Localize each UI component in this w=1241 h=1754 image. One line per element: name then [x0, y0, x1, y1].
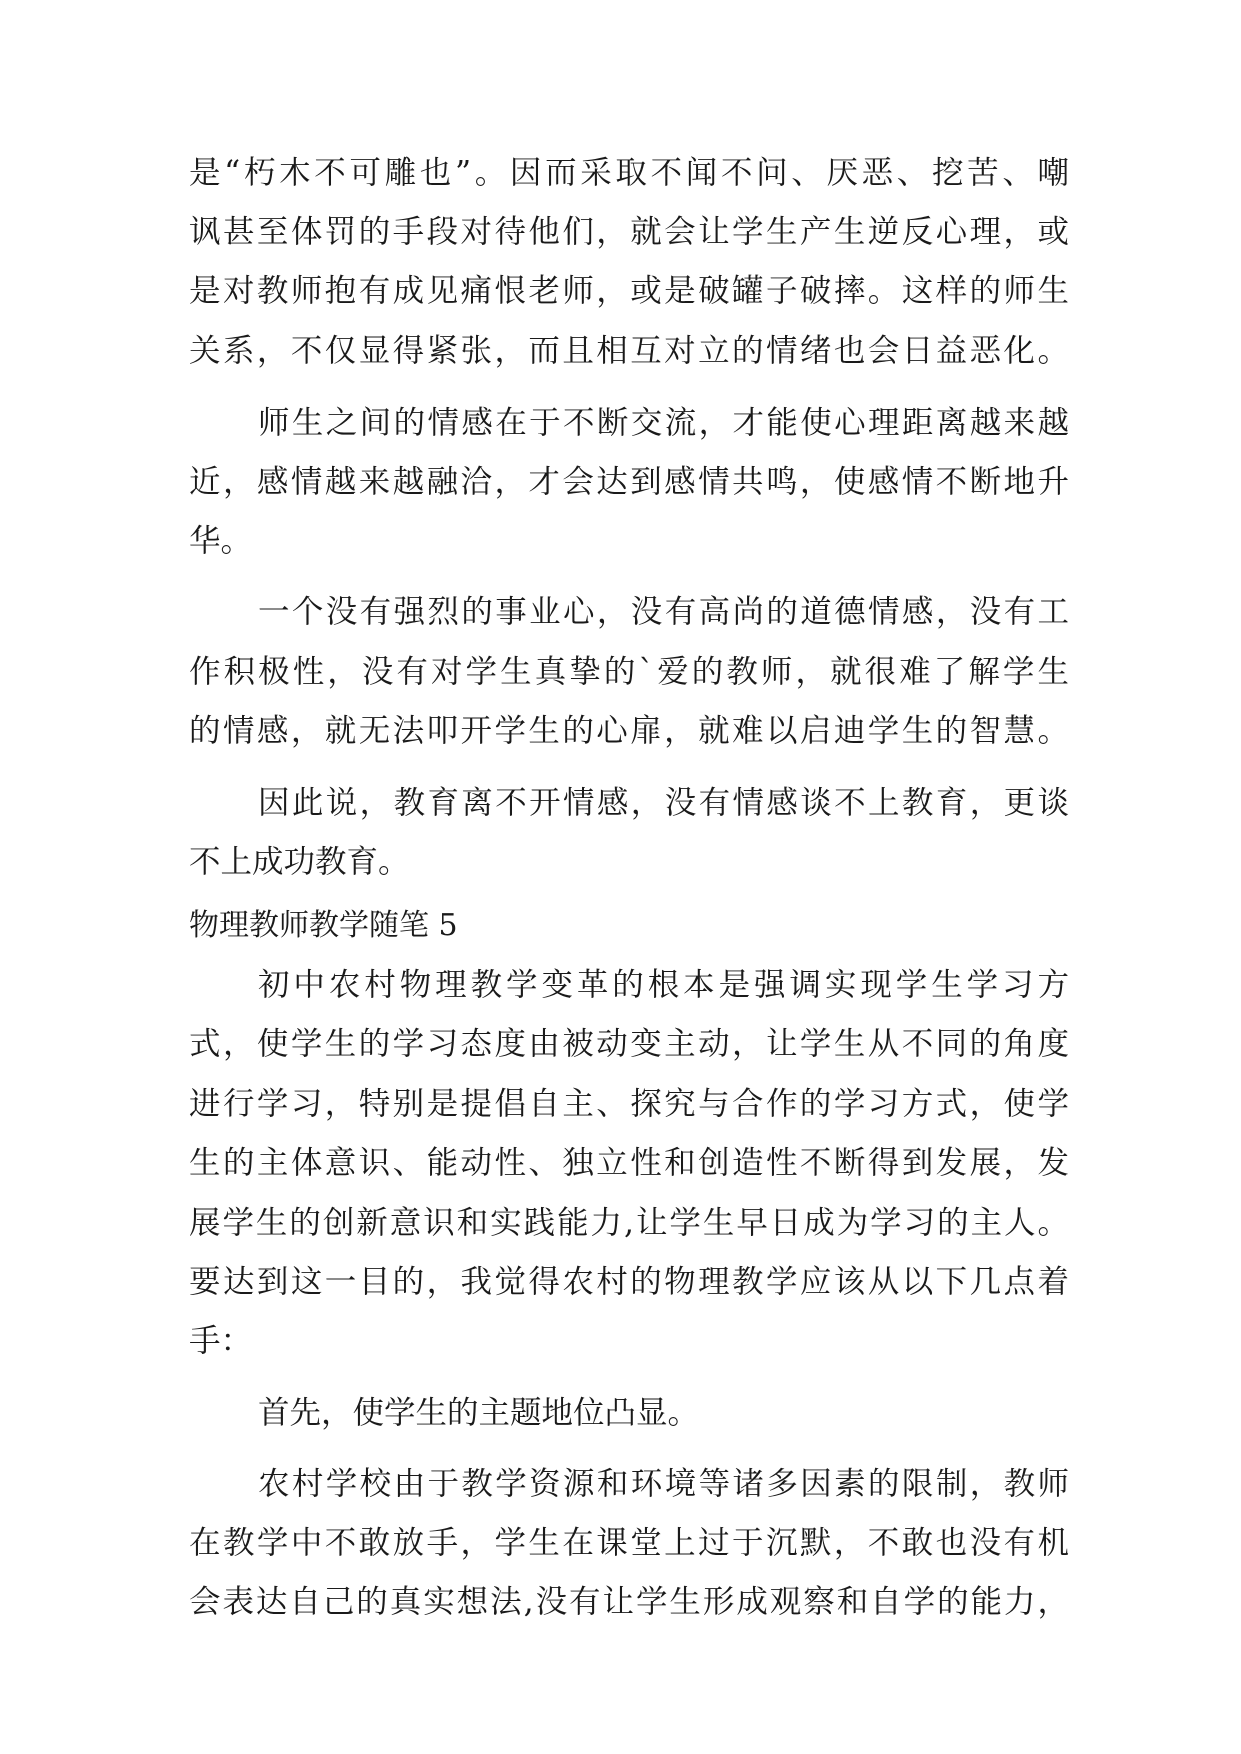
paragraph-line: 首先，使学生的主题地位凸显。 [258, 1395, 700, 1431]
paragraph-line: 式，使学生的学习态度由被动变主动，让学生从不同的角度 [189, 1026, 1069, 1062]
paragraph-line: 在教学中不敢放手，学生在课堂上过于沉默，不敢也没有机 [189, 1525, 1069, 1561]
paragraph-line: 讽甚至体罚的手段对待他们，就会让学生产生逆反心理，或 [189, 214, 1069, 250]
paragraph-line: 师生之间的情感在于不断交流，才能使心理距离越来越 [258, 405, 1069, 441]
paragraph-line: 近，感情越来越融洽，才会达到感情共鸣，使感情不断地升 [189, 464, 1069, 500]
paragraph-line: 农村学校由于教学资源和环境等诸多因素的限制，教师 [258, 1466, 1069, 1502]
paragraph-line: 作积极性，没有对学生真挚的`爱的教师，就很难了解学生 [189, 654, 1069, 690]
paragraph-line: 一个没有强烈的事业心，没有高尚的道德情感，没有工 [258, 594, 1069, 630]
paragraph-line: 的情感，就无法叩开学生的心扉，就难以启迪学生的智慧。 [189, 713, 1069, 749]
paragraph-line: 华。 [189, 523, 253, 559]
paragraph-line: 不上成功教育。 [189, 844, 410, 880]
paragraph-line: 进行学习，特别是提倡自主、探究与合作的学习方式，使学 [189, 1086, 1069, 1122]
paragraph-line: 初中农村物理教学变革的根本是强调实现学生学习方 [258, 967, 1069, 1003]
paragraph-line: 会表达自己的真实想法,没有让学生形成观察和自学的能力， [189, 1584, 1069, 1620]
paragraph-line: 展学生的创新意识和实践能力,让学生早日成为学习的主人。 [189, 1205, 1069, 1241]
section-heading: 物理教师教学随笔 5 [189, 908, 458, 943]
paragraph-line: 关系，不仅显得紧张，而且相互对立的情绪也会日益恶化。 [189, 333, 1069, 369]
paragraph-line: 因此说，教育离不开情感，没有情感谈不上教育，更谈 [258, 785, 1069, 821]
paragraph-line: 要达到这一目的，我觉得农村的物理教学应该从以下几点着 [189, 1264, 1069, 1300]
paragraph-line: 生的主体意识、能动性、独立性和创造性不断得到发展，发 [189, 1145, 1069, 1181]
paragraph-line: 手： [189, 1323, 253, 1359]
paragraph-line: 是“朽木不可雕也”。因而采取不闻不问、厌恶、挖苦、嘲 [189, 155, 1069, 191]
paragraph-line: 是对教师抱有成见痛恨老师，或是破罐子破摔。这样的师生 [189, 273, 1069, 309]
